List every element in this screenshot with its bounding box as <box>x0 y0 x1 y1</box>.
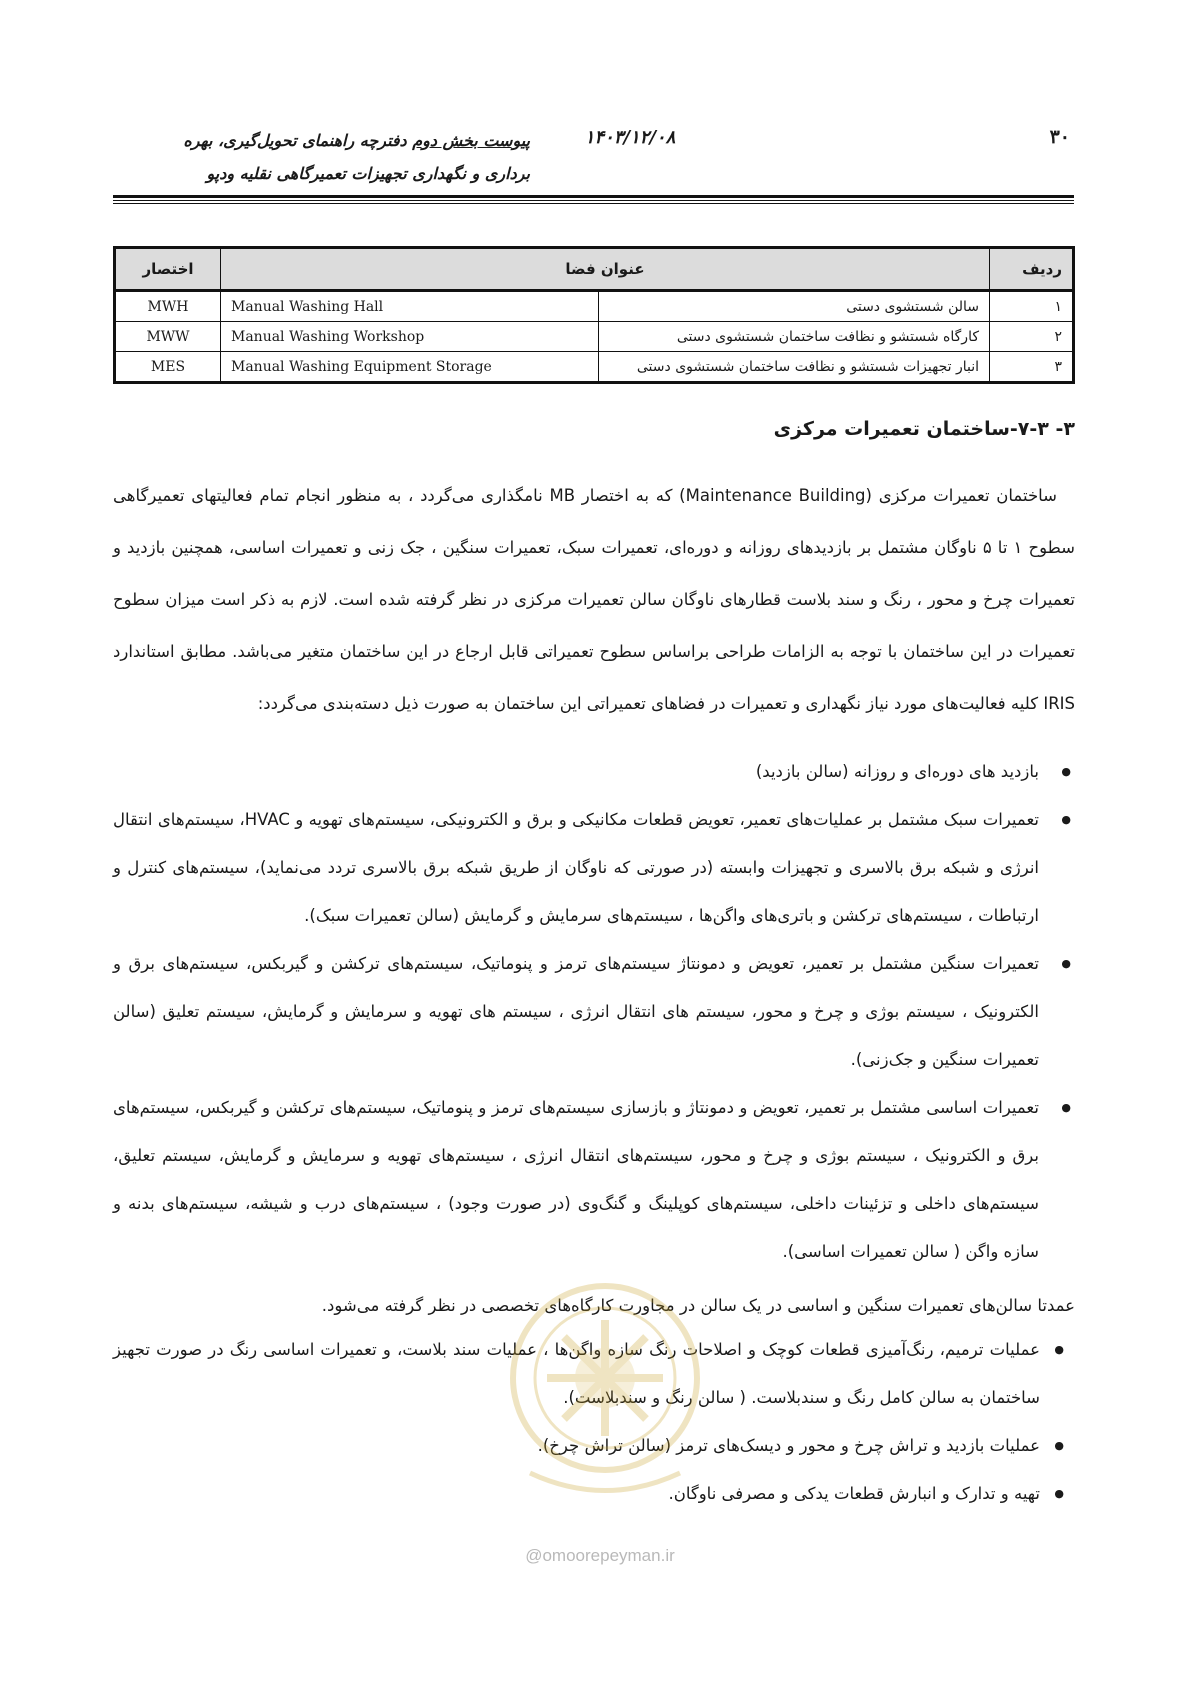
col-header-row: ردیف <box>990 248 1074 291</box>
header-rule-thin-2 <box>113 203 1074 204</box>
page-number: ۳۰ <box>1049 126 1070 148</box>
list-item: ● تهیه و تدارک و انبارش قطعات یدکی و مصرفی ناوگان. <box>113 1470 1068 1518</box>
space-abbr: MES <box>115 352 221 383</box>
list-item: ● تعمیرات اساسی مشتمل بر تعمیر، تعویض و دمونتاژ و بازسازی سیستم‌های ترمز و پنوماتیک، سیستم‌های ترکشن و گیربکس، سیستم‌های برق و الکترونیک ، سیستم بوژی و چرخ و محور، سیستم‌های انتقال انرژی ، سیستم‌های تهویه و سرمایش و گرمایش، سیستم تعلیق، سیستم‌های داخلی و تزئینات داخلی، سیستم‌های کوپلینگ و گنگ‌وی (در صورت وجود) ، سیستم‌های درب و شیشه، سیستم‌های بدنه و سازه واگن ( سالن تعمیرات اساسی). <box>113 1084 1075 1276</box>
space-abbr: MWH <box>115 291 221 322</box>
col-header-abbr: اختصار <box>115 248 221 291</box>
list-item: ● عملیات ترمیم، رنگ‌آمیزی قطعات کوچک و اصلاحات رنگ سازه واگن‌ها ، عملیات سند بلاست، و تعمیرات اساسی رنگ در صورت تجهیز ساختمان به سالن کامل رنگ و سندبلاست. ( سالن رنگ و سندبلاست). <box>113 1326 1068 1422</box>
space-title-en: Manual Washing Equipment Storage <box>221 352 599 383</box>
list-item: ● تعمیرات سبک مشتمل بر عملیات‌های تعمیر، تعویض قطعات مکانیکی و برق و الکترونیکی، سیستم‌های تهویه و HVAC، سیستم‌های انتقال انرژی و شبکه برق بالاسری و تجهیزات وابسته (در صورتی که ناوگان از طریق شبکه برق بالاسری تردد می‌نماید)، سیستم‌های کنترل و ارتباطات ، سیستم‌های ترکشن و باتری‌های واگن‌ها ، سیستم‌های سرمایش و گرمایش (سالن تعمیرات سبک). <box>113 796 1075 940</box>
list-item: ● تعمیرات سنگین مشتمل بر تعمیر، تعویض و دمونتاژ سیستم‌های ترمز و پنوماتیک، سیستم‌های ترکشن و گیربکس، سیستم‌های برق و الکترونیک ، سیستم بوژی و چرخ و محور، سیستم های انتقال انرژی ، سیستم های تهویه و سرمایش و گرمایش، سیستم تعلیق (سالن تعمیرات سنگین و جک‌زنی). <box>113 940 1075 1084</box>
spaces-table <box>113 246 1075 384</box>
list-item: ● عملیات بازدید و تراش چرخ و محور و دیسک‌های ترمز (سالن تراش چرخ). <box>113 1422 1068 1470</box>
space-title-fa: سالن شستشوی دستی <box>599 291 990 322</box>
table-header-row <box>115 248 1074 291</box>
note-paragraph: عمدتا سالن‌های تعمیرات سنگین و اساسی در یک سالن در مجاورت کارگاه‌های تخصصی در نظر گرفته می‌شود. <box>321 1296 1075 1315</box>
table-row <box>115 291 1074 322</box>
document-header-title <box>110 124 530 190</box>
space-title-en: Manual Washing Workshop <box>221 322 599 352</box>
header-rule-thick <box>113 195 1074 198</box>
intro-paragraph: ساختمان تعمیرات مرکزی (Maintenance Building) که به اختصار MB نامگذاری می‌گردد ، به منظور انجام تمام فعالیتهای تعمیرگاهی سطوح ۱ تا ۵ ناوگان مشتمل بر بازدیدهای روزانه و دوره‌ای، تعمیرات سبک، تعمیرات سنگین ، جک زنی و تعمیرات اساسی، همچنین بازدید و تعمیرات چرخ و محور ، رنگ و سند بلاست قطارهای ناوگان سالن تعمیرات مرکزی در نظر گرفته شده است. لازم به ذکر است میزان سطوح تعمیرات در این ساختمان با توجه به الزامات طراحی براساس سطوح تعمیراتی قابل ارجاع در این ساختمان متغیر می‌باشد. مطابق استاندارد IRIS کلیه فعالیت‌های مورد نیاز نگهداری و تعمیرات در فضاهای تعمیراتی این ساختمان به صورت ذیل دسته‌بندی می‌گردد: <box>113 486 1075 713</box>
document-date: ۱۴۰۳/۱۲/۰۸ <box>584 127 676 148</box>
watermark-url: @omoorepeyman.ir <box>525 1546 675 1565</box>
header-rule-thin <box>113 200 1074 201</box>
row-number: ۱ <box>990 291 1074 322</box>
row-number: ۳ <box>990 352 1074 383</box>
list-item: ● بازدید های دوره‌ای و روزانه (سالن بازدید) <box>113 748 1075 796</box>
space-abbr: MWW <box>115 322 221 352</box>
header-title-part2: دفترچه راهنمای تحویل‌گیری، بهره <box>183 131 413 150</box>
secondary-activities-list <box>113 1326 1068 1518</box>
header-title-part1: پیوست بخش دوم <box>412 131 530 150</box>
space-title-en: Manual Washing Hall <box>221 291 599 322</box>
space-title-fa: کارگاه شستشو و نظافت ساختمان شستشوی دستی <box>599 322 990 352</box>
section-heading: ۳- ۷-۳-ساختمان تعمیرات مرکزی <box>773 418 1075 440</box>
row-number: ۲ <box>990 322 1074 352</box>
maintenance-categories-list <box>113 748 1075 1276</box>
table-row <box>115 352 1074 383</box>
col-header-title: عنوان فضا <box>221 248 990 291</box>
header-title-line2: برداری و نگهداری تجهیزات تعمیرگاهی نقلیه ودپو <box>206 164 530 183</box>
table-row <box>115 322 1074 352</box>
space-title-fa: انبار تجهیزات شستشو و نظافت ساختمان شستشوی دستی <box>599 352 990 383</box>
